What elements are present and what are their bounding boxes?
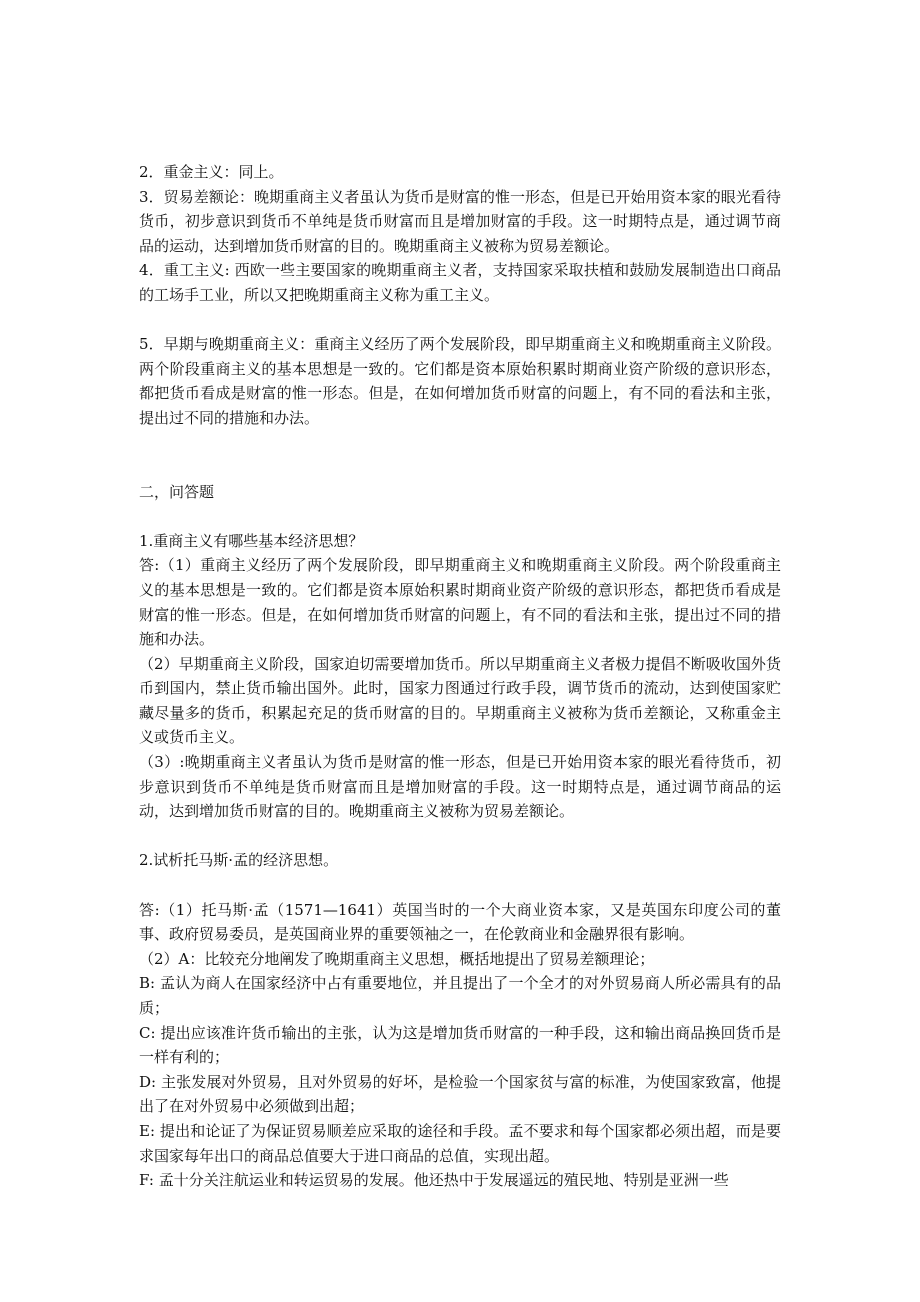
term-item-3: 3．贸易差额论：晚期重商主义者虽认为货币是财富的惟一形态，但是已开始用资本家的眼光看待货币，初步意识到货币不单纯是货币财富而且是增加财富的手段。这一时期特点是，通过调节商品的运动，达到增加货币财富的目的。晚期重商主义被称为贸易差额论。: [139, 187, 781, 255]
paragraph-gap: [139, 504, 781, 529]
answer-2-part-4: C: 提出应该准许货币输出的主张，认为这是增加货币财富的一种手段，这和输出商品换回货币是一样有利的；: [139, 1023, 781, 1067]
answer-2-part-6: E: 提出和论证了为保证贸易顺差应采取的途径和手段。孟不要求和每个国家都必须出超，而是要求国家每年出口的商品总值要大于进口商品的总值，实现出超。: [139, 1121, 781, 1165]
answer-2-part-3: B: 孟认为商人在国家经济中占有重要地位，并且提出了一个全才的对外贸易商人所必需具有的品质；: [139, 974, 781, 1017]
section-heading: 二，问答题: [139, 482, 215, 501]
paragraph-gap: [139, 824, 781, 849]
answer-2-part-1: 答:（1）托马斯·孟（1571—1641）英国当时的一个大商业资本家，又是英国东印度公司的董事、政府贸易委员，是英国商业界的重要领袖之一，在伦敦商业和金融界很有影响。: [139, 900, 781, 944]
answer-2-part-2: （2）A：比较充分地阐发了晚期重商主义思想，概括地提出了贸易差额理论；: [139, 949, 655, 968]
answer-2-part-5: D: 主张发展对外贸易，且对外贸易的好坏，是检验一个国家贫与富的标准，为使国家致富，他提出了在对外贸易中必须做到出超；: [139, 1072, 781, 1116]
term-item-2: 2．重金主义：同上。: [139, 163, 284, 181]
paragraph-gap: [139, 308, 781, 333]
question-1: 1.重商主义有哪些基本经济思想？: [139, 531, 364, 550]
answer-1-part-3: （3）:晚期重商主义者虽认为货币是财富的惟一形态，但是已开始用资本家的眼光看待货币，初步意识到货币不单纯是货币财富而且是增加财富的手段。这一时期特点是，通过调节商品的运动，达到增加货币财富的目的。晚期重商主义被称为贸易差额论。: [139, 753, 781, 821]
answer-1-part-2: （2）早期重商主义阶段，国家迫切需要增加货币。所以早期重商主义者极力提倡不断吸收国外货币到国内，禁止货币输出国外。此时，国家力图通过行政手段，调节货币的流动，达到使国家贮藏尽量多的货币，积累起充足的货币财富的目的。早期重商主义被称为货币差额论，又称重金主义或货币主义。: [139, 654, 781, 747]
document-body: [139, 160, 781, 1193]
answer-2-part-7: F: 孟十分关注航运业和转运贸易的发展。他还热中于发展遥远的殖民地、特别是亚洲一些: [139, 1171, 729, 1190]
term-item-5: 5．早期与晚期重商主义：重商主义经历了两个发展阶段，即早期重商主义和晚期重商主义阶段。两个阶段重商主义的基本思想是一致的。它们都是资本原始积累时期商业资产阶级的意识形态，都把货币看成是财富的惟一形态。但是，在如何增加货币财富的问题上，有不同的看法和主张，提出过不同的措施和办法。: [139, 335, 781, 427]
answer-1-part-1: 答:（1）重商主义经历了两个发展阶段，即早期重商主义和晚期重商主义阶段。两个阶段重商主义的基本思想是一致的。它们都是资本原始积累时期商业资产阶级的意识形态，都把货币看成是财富的惟一形态。但是，在如何增加货币财富的问题上，有不同的看法和主张，提出过不同的措施和办法。: [139, 556, 781, 649]
term-item-4: 4．重工主义: 西欧一些主要国家的晚期重商主义者，支持国家采取扶植和鼓励发展制造出口商品的工场手工业，所以又把晚期重商主义称为重工主义。: [139, 261, 781, 304]
paragraph-gap: [139, 431, 781, 480]
question-2: 2.试析托马斯·孟的经济思想。: [139, 851, 339, 870]
paragraph-gap: [139, 873, 781, 898]
